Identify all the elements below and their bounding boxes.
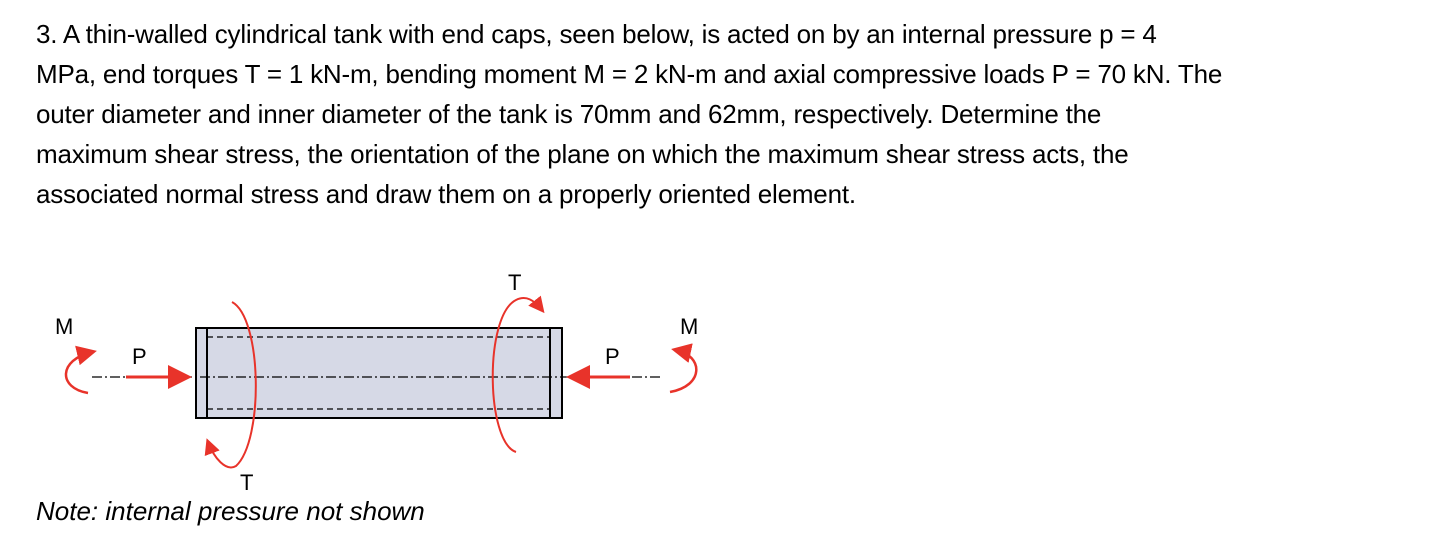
- label-moment-right: M: [680, 314, 699, 339]
- problem-line: associated normal stress and draw them on a properly oriented element.: [36, 179, 856, 209]
- note-text: Note: internal pressure not shown: [36, 496, 425, 526]
- problem-line: outer diameter and inner diameter of the tank is 70mm and 62mm, respectively. Determine the: [36, 99, 1102, 129]
- moment-left-arrow: [66, 352, 92, 393]
- problem-line: 3. A thin-walled cylindrical tank with end caps, seen below, is acted on by an internal pressure p = 4: [36, 19, 1157, 49]
- problem-line: maximum shear stress, the orientation of the plane on which the maximum shear stress acts, the: [36, 139, 1129, 169]
- problem-line: MPa, end torques T = 1 kN-m, bending moment M = 2 kN-m and axial compressive loads P = 70 kN. The: [36, 59, 1223, 89]
- label-torque-bottom: T: [240, 470, 254, 495]
- label-load-left: P: [132, 344, 147, 369]
- label-moment-left: M: [55, 314, 74, 339]
- label-load-right: P: [605, 344, 620, 369]
- label-torque-top: T: [508, 270, 522, 295]
- moment-right-arrow: [670, 350, 696, 392]
